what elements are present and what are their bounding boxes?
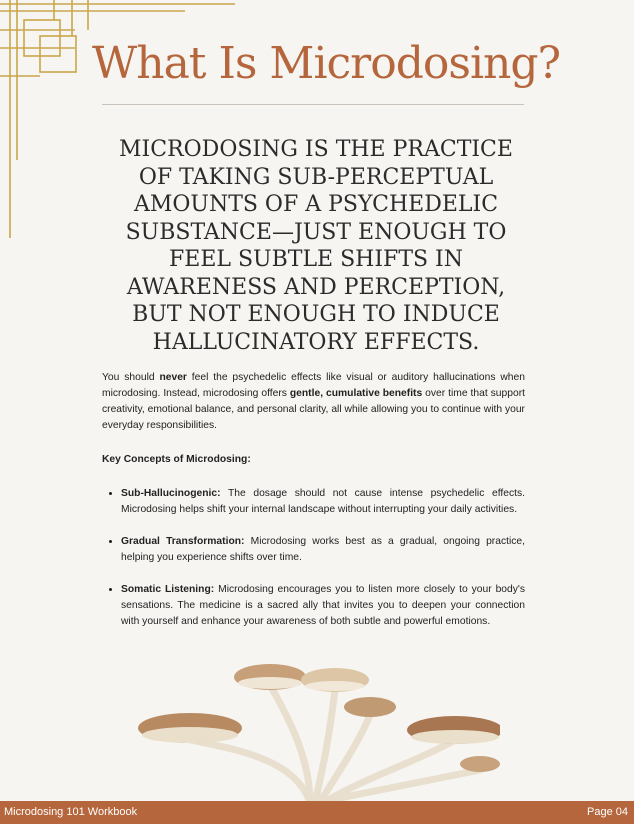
key-concepts-heading: Key Concepts of Microdosing: [102,454,251,465]
title-divider [102,104,524,105]
list-item: • Somatic Listening: Microdosing encourages you to listen more closely to your body's sensations. The medicine is a sacred ally that invites you to deepen your connection with yourself and enhance your awareness of both subtle and powerful emotions. [121,582,525,630]
footer-workbook-title: Microdosing 101 Workbook [4,806,138,818]
list-item: • Sub-Hallucinogenic: The dosage should not cause intense psychedelic effects. Microdosing helps shift your internal landscape without interrupting your daily activities. [121,486,525,518]
concept-list [102,486,525,630]
lead-statement: MICRODOSING IS THE PRACTICE OF TAKING SUB-PERCEPTUAL AMOUNTS OF A PSYCHEDELIC SUBSTANCE—JUST ENOUGH TO FEEL SUBTLE SHIFTS IN AWARENESS AND PERCEPTION, BUT NOT ENOUGH TO INDUCE HALLUCINATORY EFFECTS. [119,137,513,355]
mushroom-cluster-illustration [120,660,500,802]
body-content [102,370,525,646]
footer-page-number: Page 04 [587,806,628,818]
list-item: • Gradual Transformation: Microdosing works best as a gradual, ongoing practice, helping you experience shifts over time. [121,534,525,566]
page-footer [0,801,634,824]
page-title: What Is Microdosing? [92,38,561,89]
intro-paragraph: You should never feel the psychedelic effects like visual or auditory hallucinations when microdosing. Instead, microdosing offers gentle, cumulative benefits over time that support creativity, emotional balance, and personal clarity, all while allowing you to continue with your everyday responsibilities. [102,372,525,431]
